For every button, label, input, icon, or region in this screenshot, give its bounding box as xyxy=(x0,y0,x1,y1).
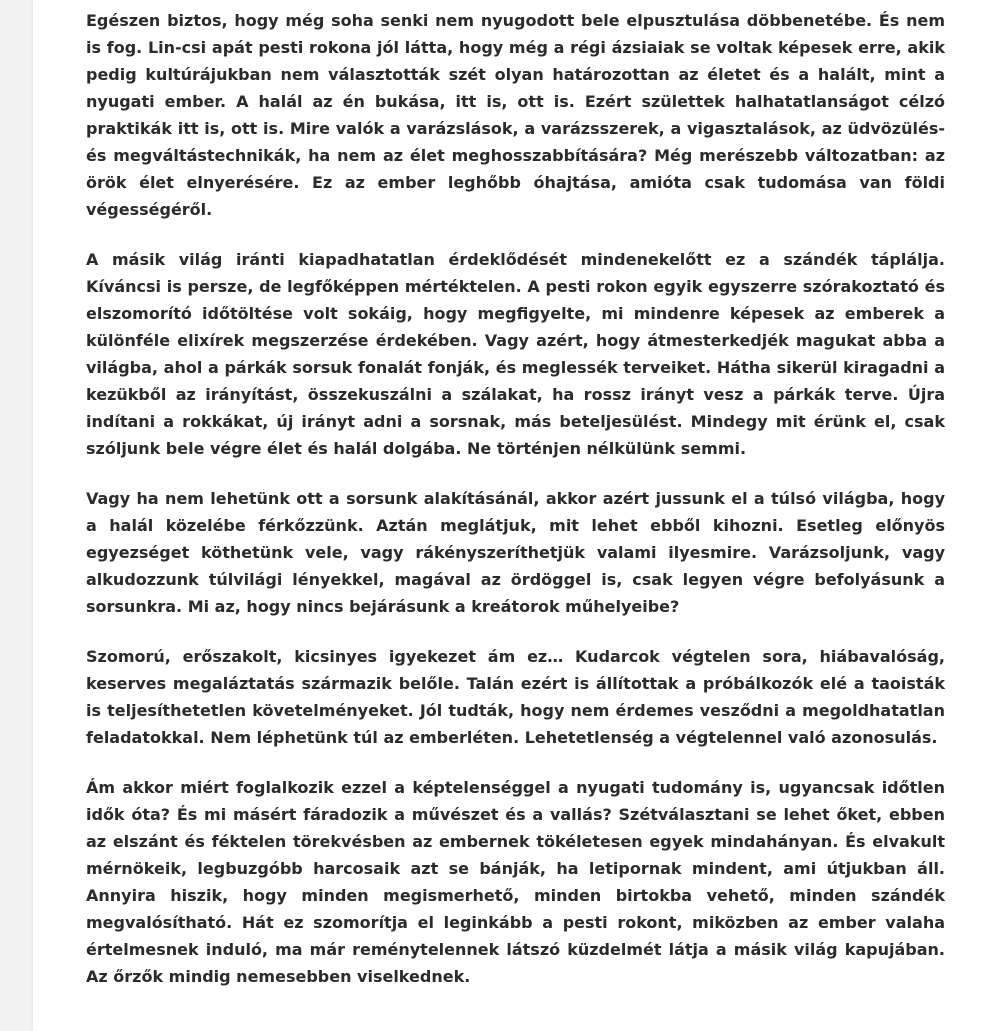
paragraph-5: Ám akkor miért foglalkozik ezzel a képtelenséggel a nyugati tudomány is, ugyancsak időtlen idők óta? És mi másért fáradozik a művészet és a vallás? Szétválasztani se lehet őket, ebben az elszánt és féktelen törekvésben az embernek tökéletesen egyek mindahányan. És elvakult mérnökeik, legbuzgóbb harcosaik azt se bánják, ha letipornak mindent, ami útjukban áll. Annyira hiszik, hogy minden megismerhető, minden birtokba vehető, minden szándék megvalósítható. Hát ez szomorítja el leginkább a pesti rokont, miközben az ember valaha értelmesnek induló, ma már reménytelennek látszó küzdelmét látja a másik világ kapujában. Az őrzők mindig nemesebben viselkednek. xyxy=(86,778,945,986)
paragraph-1: Egészen biztos, hogy még soha senki nem nyugodott bele elpusztulása döbbenetébe. És nem is fog. Lin-csi apát pesti rokona jól látta, hogy még a régi ázsiaiak se voltak képesek erre, akik pedig kultúrájukban nem választották szét olyan határozottan az életet és a halált, mint a nyugati ember. A halál az én bukása, itt is, ott is. Ezért születtek halhatatlanságot célzó praktikák itt is, ott is. Mire valók a varázslások, a varázsszerek, a vigasztalások, az üdvözülés- és megváltástechnikák, ha nem az élet meghosszabbítására? Még merészebb változatban: az örök élet elnyerésére. Ez az ember leghőbb óhajtása, amióta csak tudomása van földi végességéről. xyxy=(86,11,945,219)
paragraph-3: Vagy ha nem lehetünk ott a sorsunk alakításánál, akkor azért jussunk el a túlsó világba, hogy a halál közelébe férkőzzünk. Aztán meglátjuk, mit lehet ebből kihozni. Esetleg előnyös egyezséget köthetünk vele, vagy rákényszeríthetjük valami ilyesmire. Varázsoljunk, vagy alkudozzunk túlvilági lényekkel, magával az ördöggel is, csak legyen végre befolyásunk a sorsunkra. Mi az, hogy nincs bejárásunk a kreátorok műhelyeibe? xyxy=(86,489,945,616)
article-body xyxy=(86,7,945,1013)
paragraph-2: A másik világ iránti kiapadhatatlan érdeklődését mindenekelőtt ez a szándék táplálja. Kíváncsi is persze, de legfőképpen mértéktelen. A pesti rokon egyik egyszerre szórakoztató és elszomorító időtöltése volt sokáig, hogy megfigyelte, mi mindenre képesek az emberek a különféle elixírek megszerzése érdekében. Vagy azért, hogy átmesterkedjék magukat abba a világba, ahol a párkák sorsuk fonalát fonják, és meglessék terveiket. Hátha sikerül kiragadni a kezükből az irányítást, összekuszálni a szálakat, ha rossz irányt vesz a párkák terve. Újra indítani a rokkákat, új irányt adni a sorsnak, más beteljesülést. Mindegy mit érünk el, csak szóljunk bele végre élet és halál dolgába. Ne történjen nélkülünk semmi. xyxy=(86,250,945,458)
page-container xyxy=(33,0,987,1031)
paragraph-4: Szomorú, erőszakolt, kicsinyes igyekezet ám ez… Kudarcok végtelen sora, hiábavalóság, keserves megaláztatás származik belőle. Talán ezért is állítottak a próbálkozók elé a taoisták is teljesíthetetlen követelményeket. Jól tudták, hogy nem érdemes vesződni a megoldhatatlan feladatokkal. Nem léphetünk túl az emberléten. Lehetetlenség a végtelennel való azonosulás. xyxy=(86,647,945,747)
